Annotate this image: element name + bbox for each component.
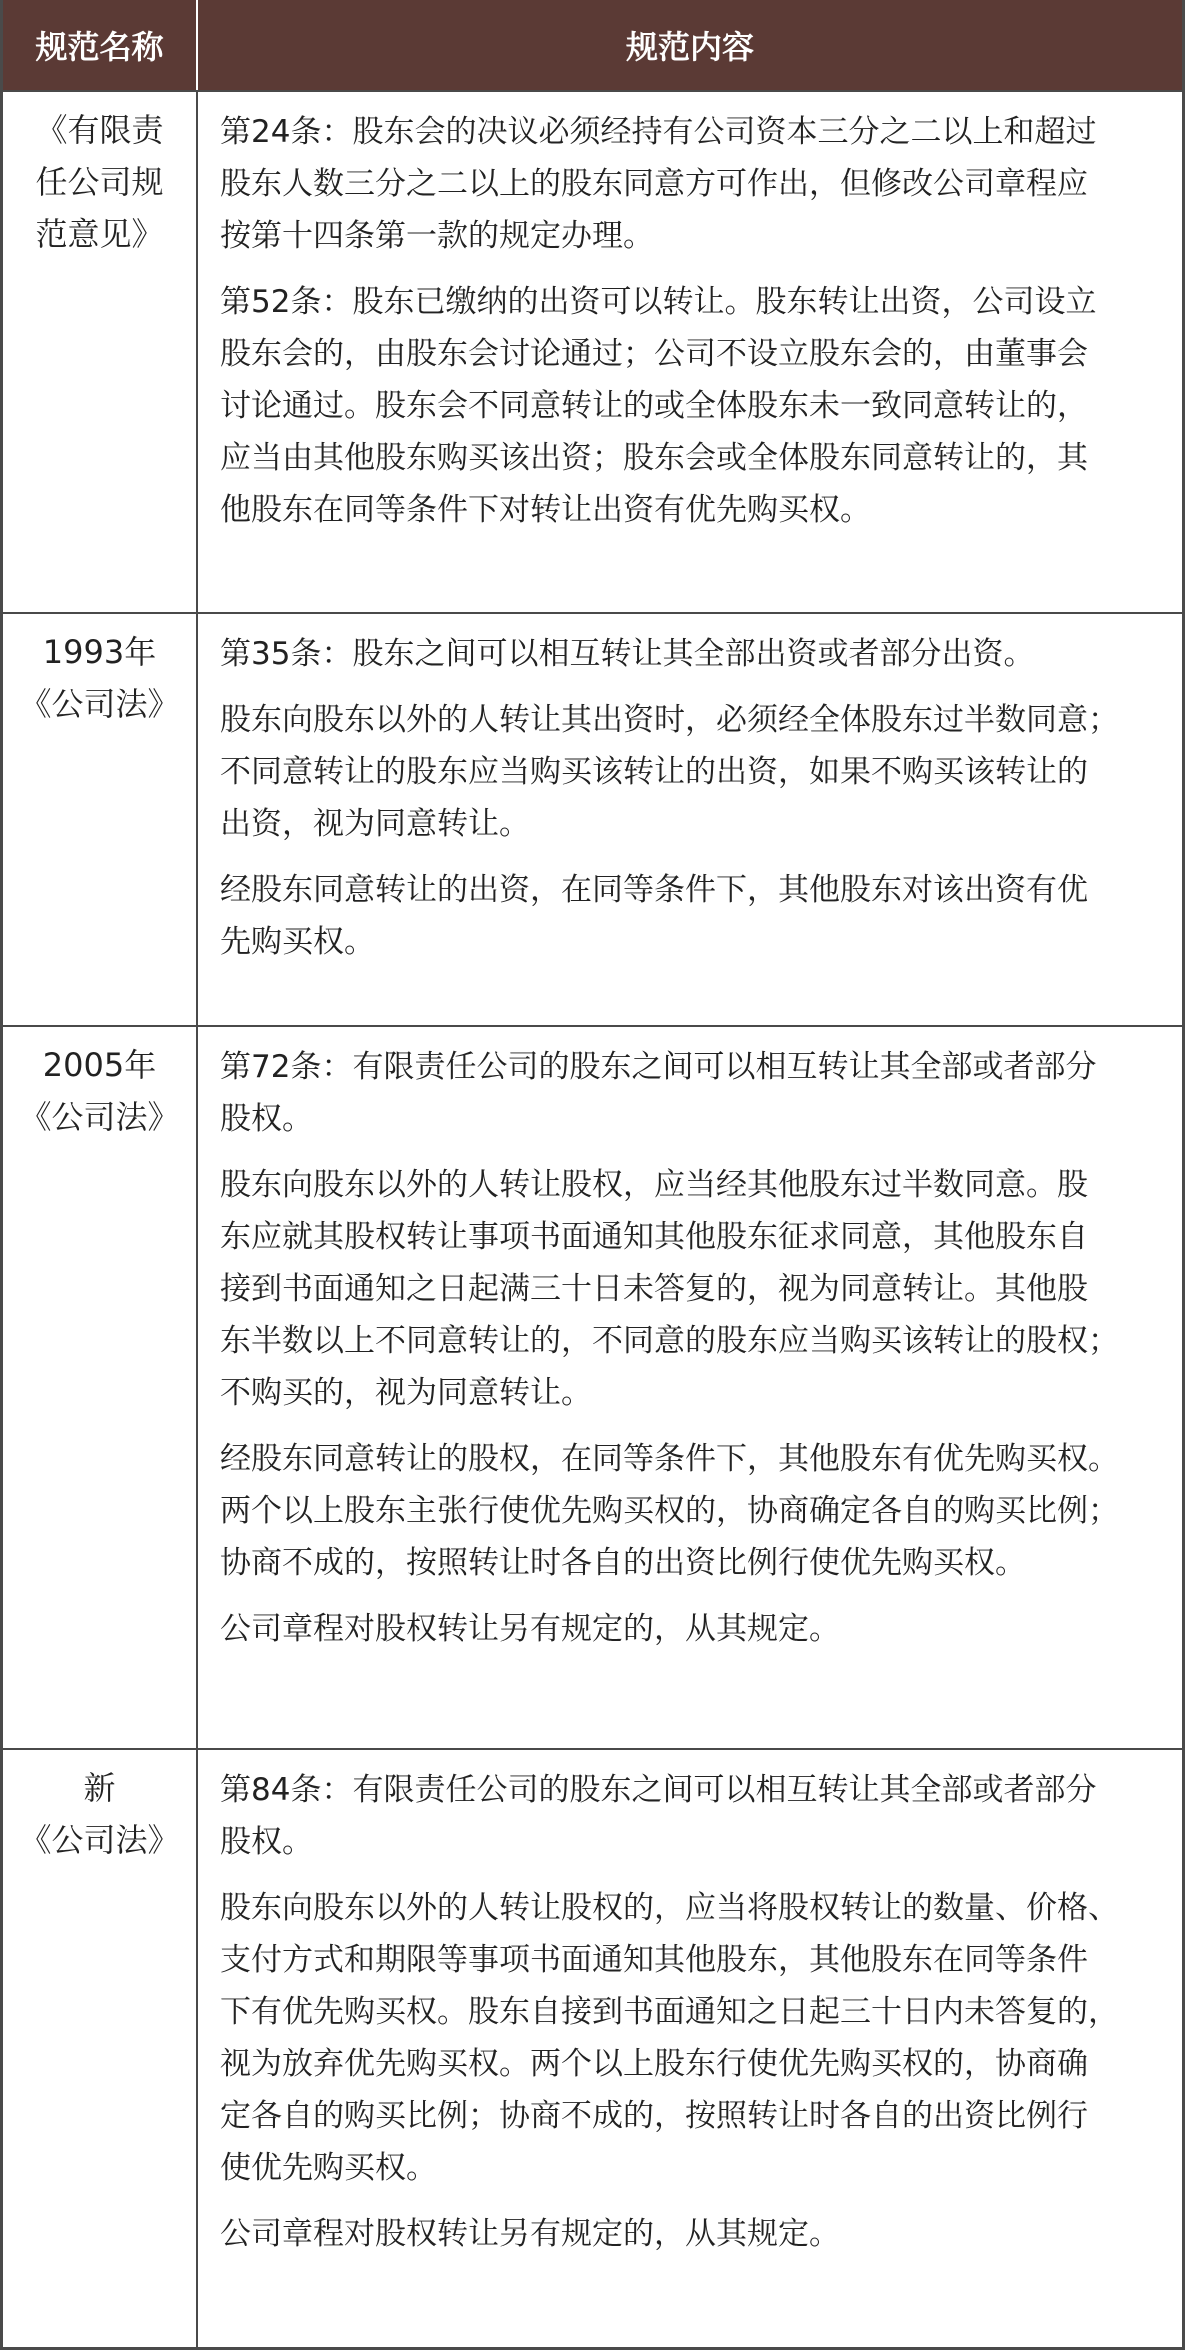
content-line: 股权。 bbox=[220, 1101, 313, 1137]
content-line: 第84条：有限责任公司的股东之间可以相互转让其全部或者部分 bbox=[220, 1772, 1097, 1808]
regulation-name-line: 范意见》 bbox=[35, 215, 164, 253]
content-paragraph bbox=[220, 1603, 1178, 1655]
regulation-name-line: 任公司规 bbox=[35, 163, 164, 201]
content-line: 接到书面通知之日起满三十日未答复的，视为同意转让。其他股 bbox=[220, 1271, 1088, 1307]
content-line: 股东会的，由股东会讨论通过；公司不设立股东会的，由董事会 bbox=[220, 336, 1088, 372]
content-line: 股东向股东以外的人转让股权的，应当将股权转让的数量、价格、 bbox=[220, 1890, 1119, 1926]
content-line: 不购买的，视为同意转让。 bbox=[220, 1375, 592, 1411]
content-paragraph bbox=[220, 864, 1178, 968]
content-line: 两个以上股东主张行使优先购买权的，协商确定各自的购买比例； bbox=[220, 1493, 1119, 1529]
content-paragraph bbox=[220, 1159, 1178, 1419]
regulation-name-cell bbox=[3, 1750, 198, 2347]
regulation-name-line: 2005年 bbox=[42, 1046, 157, 1084]
content-line: 支付方式和期限等事项书面通知其他股东，其他股东在同等条件 bbox=[220, 1942, 1088, 1978]
table-header bbox=[3, 0, 1182, 90]
content-paragraph bbox=[220, 1764, 1178, 1868]
content-paragraph bbox=[220, 106, 1178, 262]
content-paragraph bbox=[220, 2208, 1178, 2260]
content-paragraph bbox=[220, 694, 1178, 850]
regulation-name-cell bbox=[3, 1027, 198, 1748]
regulation-name-line: 《公司法》 bbox=[19, 1098, 180, 1136]
content-line: 应当由其他股东购买该出资；股东会或全体股东同意转让的，其 bbox=[220, 440, 1088, 476]
content-paragraph bbox=[220, 1433, 1178, 1589]
content-line: 公司章程对股权转让另有规定的，从其规定。 bbox=[220, 1611, 840, 1647]
content-line: 经股东同意转让的出资，在同等条件下，其他股东对该出资有优 bbox=[220, 872, 1088, 908]
content-line: 视为放弃优先购买权。两个以上股东行使优先购买权的，协商确 bbox=[220, 2046, 1088, 2082]
header-name-cell: 规范名称 bbox=[3, 0, 198, 90]
content-line: 第24条：股东会的决议必须经持有公司资本三分之二以上和超过 bbox=[220, 114, 1097, 150]
content-line: 第52条：股东已缴纳的出资可以转让。股东转让出资，公司设立 bbox=[220, 284, 1097, 320]
content-line: 协商不成的，按照转让时各自的出资比例行使优先购买权。 bbox=[220, 1545, 1026, 1581]
table-row bbox=[3, 90, 1182, 612]
table-row bbox=[3, 612, 1182, 1025]
content-line: 第72条：有限责任公司的股东之间可以相互转让其全部或者部分 bbox=[220, 1049, 1097, 1085]
content-line: 公司章程对股权转让另有规定的，从其规定。 bbox=[220, 2216, 840, 2252]
content-line: 第35条：股东之间可以相互转让其全部出资或者部分出资。 bbox=[220, 636, 1035, 672]
content-line: 不同意转让的股东应当购买该转让的出资，如果不购买该转让的 bbox=[220, 754, 1088, 790]
content-line: 股权。 bbox=[220, 1824, 313, 1860]
content-paragraph bbox=[220, 1041, 1178, 1145]
regulation-name-line: 新 bbox=[83, 1769, 116, 1807]
regulation-content-cell bbox=[198, 614, 1182, 982]
table-row bbox=[3, 1748, 1182, 2347]
content-line: 下有优先购买权。股东自接到书面通知之日起三十日内未答复的， bbox=[220, 1994, 1119, 2030]
regulation-content-cell bbox=[198, 92, 1182, 550]
regulation-content-cell bbox=[198, 1750, 1182, 2274]
content-line: 他股东在同等条件下对转让出资有优先购买权。 bbox=[220, 492, 871, 528]
regulation-name-cell bbox=[3, 614, 198, 1025]
content-line: 经股东同意转让的股权，在同等条件下，其他股东有优先购买权。 bbox=[220, 1441, 1119, 1477]
content-paragraph bbox=[220, 628, 1178, 680]
content-line: 使优先购买权。 bbox=[220, 2150, 437, 2186]
content-paragraph bbox=[220, 1882, 1178, 2194]
content-line: 东应就其股权转让事项书面通知其他股东征求同意，其他股东自 bbox=[220, 1219, 1088, 1255]
regulation-name-cell bbox=[3, 92, 198, 612]
regulation-name-line: 《有限责 bbox=[35, 111, 164, 149]
content-paragraph bbox=[220, 276, 1178, 536]
regulation-content-cell bbox=[198, 1027, 1182, 1669]
table-row bbox=[3, 1025, 1182, 1748]
content-line: 讨论通过。股东会不同意转让的或全体股东未一致同意转让的， bbox=[220, 388, 1088, 424]
content-line: 股东向股东以外的人转让其出资时，必须经全体股东过半数同意； bbox=[220, 702, 1119, 738]
content-line: 股东人数三分之二以上的股东同意方可作出，但修改公司章程应 bbox=[220, 166, 1088, 202]
regulation-name-line: 1993年 bbox=[42, 633, 157, 671]
content-line: 出资，视为同意转让。 bbox=[220, 806, 530, 842]
regulation-name-line: 《公司法》 bbox=[19, 1821, 180, 1859]
content-line: 股东向股东以外的人转让股权，应当经其他股东过半数同意。股 bbox=[220, 1167, 1088, 1203]
content-line: 先购买权。 bbox=[220, 924, 375, 960]
content-line: 按第十四条第一款的规定办理。 bbox=[220, 218, 654, 254]
regulation-name-line: 《公司法》 bbox=[19, 685, 180, 723]
header-content-cell: 规范内容 bbox=[625, 28, 754, 66]
content-line: 定各自的购买比例；协商不成的，按照转让时各自的出资比例行 bbox=[220, 2098, 1088, 2134]
content-line: 东半数以上不同意转让的，不同意的股东应当购买该转让的股权； bbox=[220, 1323, 1119, 1359]
